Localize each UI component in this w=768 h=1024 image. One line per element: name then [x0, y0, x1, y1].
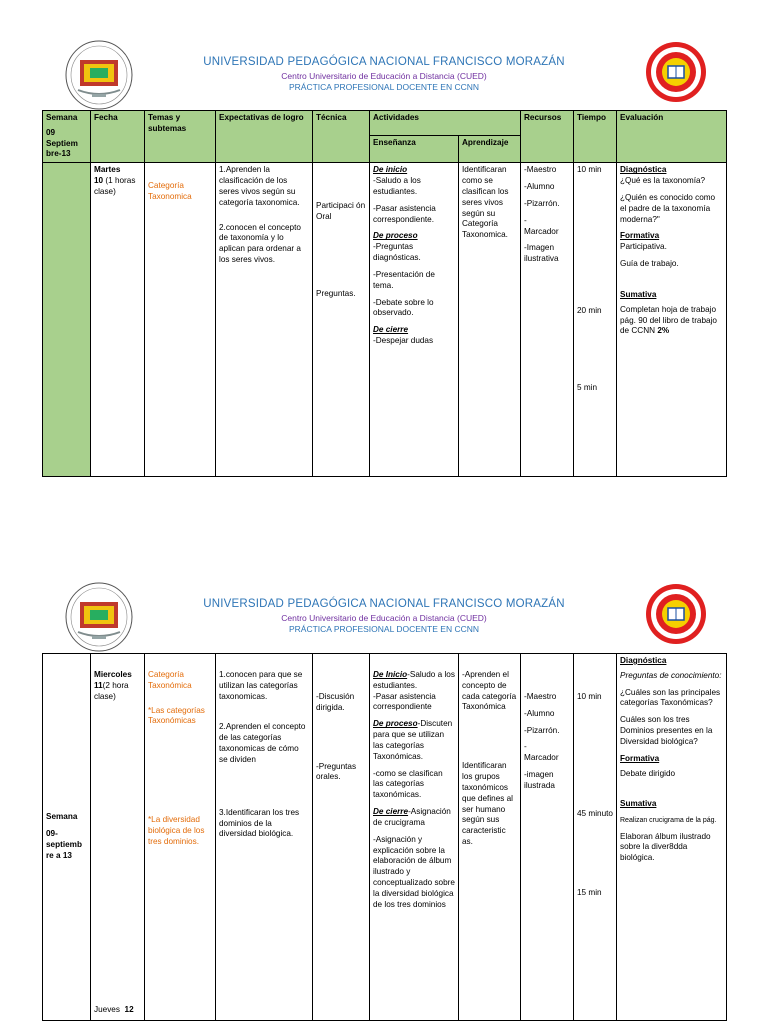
- evaluacion-cell: Diagnóstica ¿Qué es la taxonomía? ¿Quién es conocido como el padre de la taxonomía moderna?" Formativa Participativa. Guía de trabajo. Sumativa Completan hoja de trabajo pág. 90 del libro de trabajo de CCNN 2%: [617, 163, 727, 477]
- semana-cell: [43, 163, 91, 477]
- table-row: [43, 163, 727, 477]
- school-emblem-logo: [644, 582, 708, 646]
- university-name: UNIVERSIDAD PEDAGÓGICA NACIONAL FRANCISCO MORAZÁN: [203, 56, 565, 68]
- ensenanza-cell: De inicio -Saludo a los estudiantes. -Pasar asistencia correspondiente. De proceso -Preguntas diagnósticas. -Presentación de tema. -Debate sobre lo observado. De cierre -Despejar dudas: [370, 163, 459, 477]
- recursos-header: Recursos: [521, 111, 574, 163]
- tiempo-cell: 10 min 45 minuto 15 min: [574, 654, 617, 1021]
- tecnica-cell: -Discusión dirigida. -Preguntas orales.: [313, 654, 370, 1021]
- aprendizaje-cell: Identificaran como se clasifican los seres vivos según su Categoría Taxonomica.: [459, 163, 521, 477]
- table-header-row: [43, 111, 727, 136]
- tema-cell: Categoría Taxonomica: [145, 163, 216, 477]
- evaluacion-cell: Diagnóstica Preguntas de conocimiento: ¿Cuáles son las principales categorías Taxonómicas? Cuáles son los tres Dominios presentes en la Diversidad biológica? Formativa Debate dirigido Sumativa Realizan crucigrama de la pág. Elaboran álbum ilustrado sobre la diver8dda biológica.: [617, 654, 727, 1021]
- recursos-cell: -Maestro -Alumno -Pizarrón. - Marcador -imagen ilustrada: [521, 654, 574, 1021]
- recursos-cell: -Maestro -Alumno -Pizarrón. - Marcador -Imagen ilustrativa: [521, 163, 574, 477]
- aprendizaje-cell: -Aprenden el concepto de cada categoría Taxonómica Identificaran los grupos taxonómicos que defines al ser humano según sus caracteristic as.: [459, 654, 521, 1021]
- expectativas-header: Expectativas de logro: [216, 111, 313, 163]
- tiempo-header: Tiempo: [574, 111, 617, 163]
- fecha-header: Fecha: [91, 111, 145, 163]
- tecnica-header: Técnica: [313, 111, 370, 163]
- aprendizaje-header: Aprendizaje: [459, 135, 521, 163]
- ensenanza-header: Enseñanza: [370, 135, 459, 163]
- temas-header: Temas y subtemas: [145, 111, 216, 163]
- page-header-2: [42, 582, 726, 642]
- fecha-cell: Miercoles 11(2 hora clase) Jueves 12: [91, 654, 145, 1021]
- semana-cell: Semana 09- septiemb re a 13: [43, 654, 91, 1021]
- semana-header: Semana 09 Septiem bre-13: [43, 111, 91, 163]
- center-name: Centro Universitario de Educación a Distancia (CUED): [281, 71, 487, 81]
- school-emblem-logo: [644, 40, 708, 104]
- actividades-header: Actividades: [370, 111, 521, 136]
- lesson-plan-table-1: [42, 110, 727, 477]
- table-row: [43, 654, 727, 1021]
- center-name: Centro Universitario de Educación a Distancia (CUED): [281, 613, 487, 623]
- expectativas-cell: 1.Aprenden la clasificación de los seres vivos según su categoría taxonomica. 2.conocen el concepto de taxonomía y lo aplican para ordenar a los seres vivos.: [216, 163, 313, 477]
- evaluacion-header: Evaluación: [617, 111, 727, 163]
- temas-cell: Categoría Taxonómica *Las categorías Taxonómicas *La diversidad biológica de los tres dominios.: [145, 654, 216, 1021]
- tiempo-cell: 10 min 20 min 5 min: [574, 163, 617, 477]
- practice-name: PRÁCTICA PROFESIONAL DOCENTE EN CCNN: [288, 624, 480, 634]
- practice-name: PRÁCTICA PROFESIONAL DOCENTE EN CCNN: [288, 82, 480, 92]
- expectativas-cell: 1.conocen para que se utilizan las categorías taxonomicas. 2.Aprenden el concepto de las categorías taxonomicas de cómo se dividen 3.Identificaran los tres dominios de la diversidad biológica.: [216, 654, 313, 1021]
- page-header-1: [42, 40, 726, 100]
- university-name: UNIVERSIDAD PEDAGÓGICA NACIONAL FRANCISCO MORAZÁN: [203, 598, 565, 610]
- ensenanza-cell: De Inicio-Saludo a los estudiantes. -Pasar asistencia correspondiente De proceso-Discuten para que se utilizan las categorías Taxonómicas. -como se clasifican las categorías taxonómicas. De cierre-Asignación de crucigrama -Asignación y explicación sobre la elaboración de álbum ilustrado y conceptualizado sobre la diversidad biológica de los tres dominios: [370, 654, 459, 1021]
- tecnica-cell: Participaci ón Oral Preguntas.: [313, 163, 370, 477]
- lesson-plan-table-2: [42, 653, 727, 1021]
- fecha-cell: Martes 10 (1 horas clase): [91, 163, 145, 477]
